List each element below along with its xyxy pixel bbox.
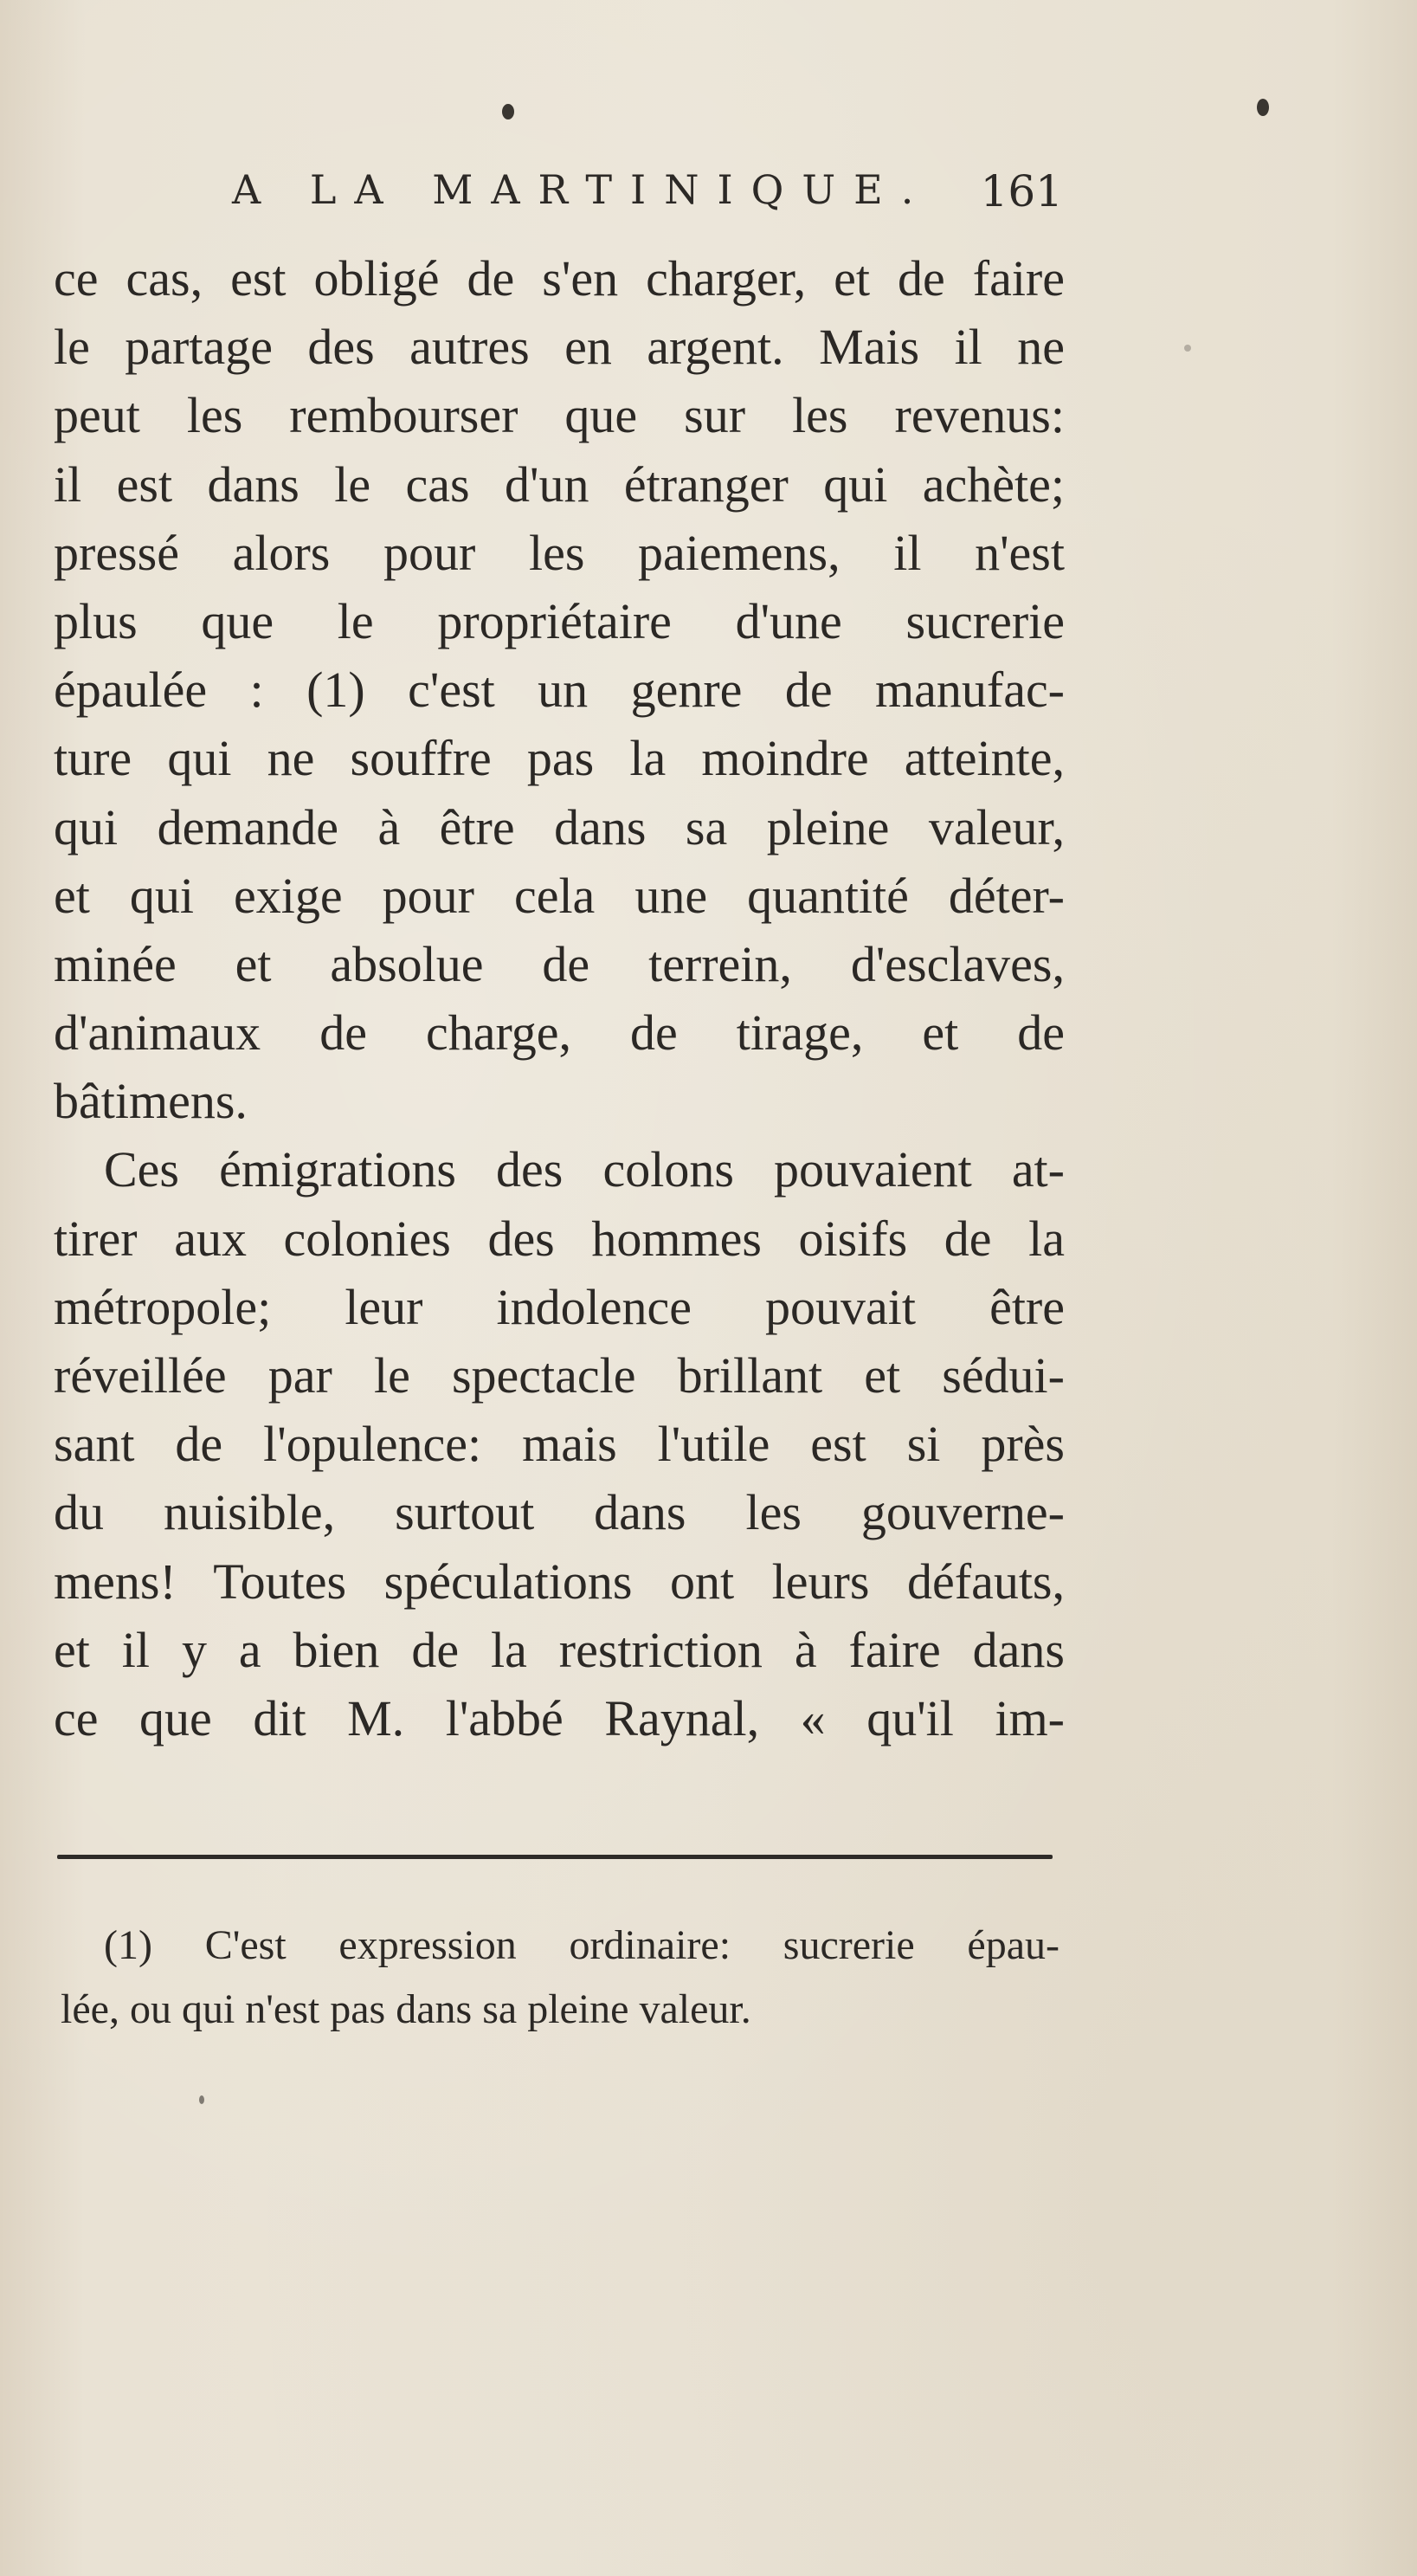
text-line: ce que dit M. l'abbé Raynal, « qu'il im-	[54, 1689, 1065, 1746]
text-line: métropole; leur indolence pouvait être	[54, 1278, 1065, 1335]
text-line: et il y a bien de la restriction à faire dans	[54, 1621, 1065, 1678]
text-line: ture qui ne souffre pas la moindre atteinte,	[54, 730, 1065, 787]
ink-speck	[199, 2095, 204, 2104]
text-line: ce cas, est obligé de s'en charger, et de faire	[54, 250, 1065, 307]
text-line: il est dans le cas d'un étranger qui achète;	[54, 455, 1065, 513]
ink-speck	[1257, 99, 1269, 116]
text-line: épaulée : (1) c'est un genre de manufac-	[54, 662, 1065, 719]
text-line: Ces émigrations des colons pouvaient at-	[104, 1141, 1065, 1198]
running-title: A LA MARTINIQUE.	[232, 166, 932, 213]
text-line: plus que le propriétaire d'une sucrerie	[54, 592, 1065, 649]
page-number: 161	[980, 166, 1063, 216]
text-line: d'animaux de charge, de tirage, et de	[54, 1004, 1065, 1062]
text-line: bâtimens.	[54, 1073, 248, 1130]
footnote-divider	[57, 1855, 1053, 1859]
text-line: réveillée par le spectacle brillant et sédui-	[54, 1347, 1065, 1404]
page-header	[232, 166, 1063, 230]
text-line: le partage des autres en argent. Mais il ne	[54, 319, 1065, 376]
text-line: du nuisible, surtout dans les gouverne-	[54, 1484, 1065, 1541]
text-line: mens! Toutes spéculations ont leurs défauts,	[54, 1553, 1065, 1610]
text-line: pressé alors pour les paiemens, il n'est	[54, 524, 1065, 581]
footnote-line: lée, ou qui n'est pas dans sa pleine valeur.	[61, 1986, 751, 2032]
text-line: et qui exige pour cela une quantité déter-	[54, 867, 1065, 924]
ink-speck	[1184, 345, 1191, 352]
footnote	[61, 1914, 1060, 2042]
footnote-line: (1) C'est expression ordinaire: sucrerie épau-	[104, 1922, 1060, 1968]
text-line: tirer aux colonies des hommes oisifs de la	[54, 1210, 1065, 1267]
body-text	[54, 244, 1065, 1753]
text-line: minée et absolue de terrein, d'esclaves,	[54, 935, 1065, 992]
text-line: peut les rembourser que sur les revenus:	[54, 387, 1065, 444]
text-line: sant de l'opulence: mais l'utile est si près	[54, 1416, 1065, 1473]
ink-speck	[502, 104, 514, 119]
text-line: qui demande à être dans sa pleine valeur,	[54, 798, 1065, 855]
